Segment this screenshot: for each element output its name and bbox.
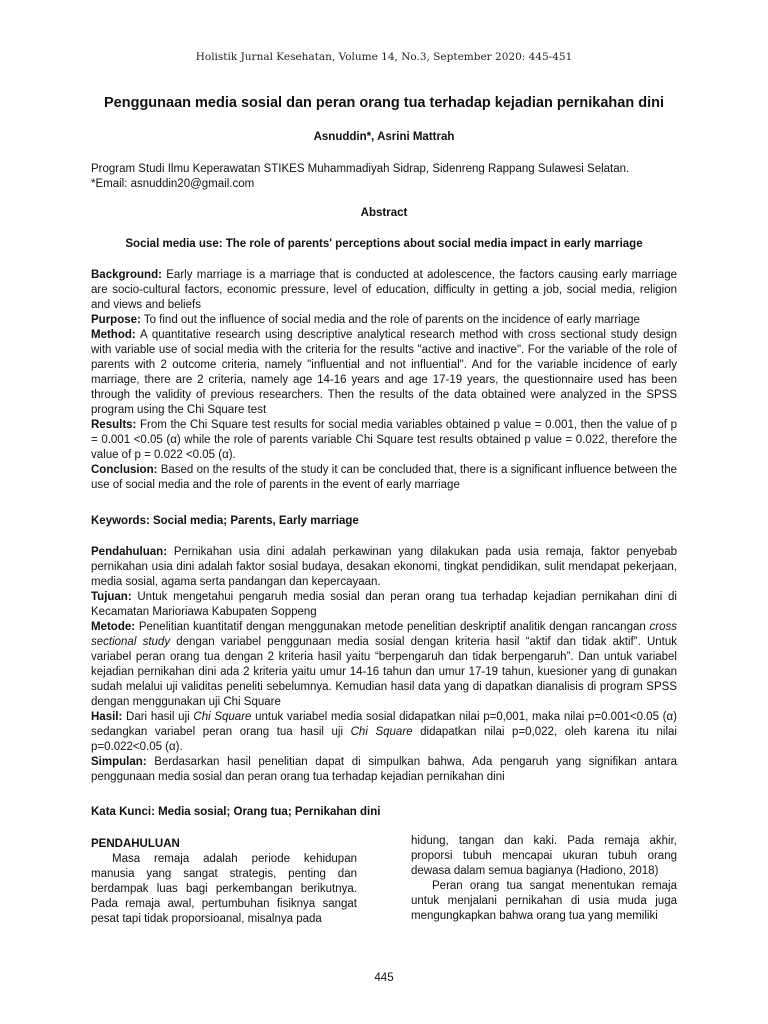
- abstract-results: [91, 418, 677, 463]
- abstract-heading: Abstract: [360, 207, 408, 219]
- simpulan-label: Simpulan:: [91, 756, 147, 768]
- author-email: *Email: asnuddin20@gmail.com: [91, 178, 255, 190]
- pendahuluan-label: Pendahuluan:: [91, 546, 168, 558]
- abstrak-simpulan: [91, 755, 677, 785]
- background-text: Early marriage is a marriage that is conducted at adolescence, the factors causing early marriage are socio-cultural factors, economic pressure, level of education, difficulty in getting a job, social media, religion and views and beliefs: [91, 269, 677, 311]
- pendahuluan-text: Pernikahan usia dini adalah perkawinan yang dilakukan pada usia remaja, faktor penyebab pernikahan usia dini adalah faktor sosial budaya, desakan ekonomi, tingkat pendidikan, sulit mendapat pekerjaan, media sosial, agama serta pandangan dan kepercayaan.: [91, 546, 677, 588]
- purpose-text: To find out the influence of social media and the role of parents on the incidence of early marriage: [140, 314, 640, 326]
- article-authors: Asnuddin*, Asrini Mattrah: [313, 131, 455, 143]
- journal-header: Holistik Jurnal Kesehatan, Volume 14, No.3, September 2020: 445-451: [195, 51, 573, 63]
- metode-text-b: dengan variabel penggunaan media sosial dengan kriteria hasil “aktif dan tidak aktif”. Untuk variabel peran orang tua dengan 2 kriteria hasil yaitu “berpengaruh dan tidak berpengaruh”. Dan untuk variabel kejadian pernikahan dini ada 2 kriteria yaitu umur 14-16 tahun dan umur 17-19 tahun, kuesioner yang di gunakan sudah melalui uji validitas peneliti sebelumnya. Kemudian hasil data yang di dapatkan dianalisis di program SPSS dengan menggunakan uji Chi Square: [91, 636, 678, 708]
- hasil-text-a: Dari hasil uji: [122, 711, 194, 723]
- hasil-text-c: didapatkan nilai p=0,022, oleh karena itu nilai p=0.022<0.05 (α).: [91, 726, 677, 753]
- keywords-english: Keywords: Social media; Parents, Early marriage: [91, 515, 359, 527]
- article-title: Penggunaan media sosial dan peran orang tua terhadap kejadian pernikahan dini: [104, 95, 664, 111]
- hasil-italic-1: Chi Square: [193, 711, 252, 723]
- abstract-conclusion: [91, 463, 677, 493]
- body-paragraph-1: Masa remaja adalah periode kehidupan manusia yang sangat strategis, penting dan berdampak luas bagi perkembangan berikutnya. Pada remaja awal, pertumbuhan fisiknya sangat pesat tapi tidak proporsioanal, misalnya pada: [91, 853, 357, 925]
- results-text: From the Chi Square test results for social media variables obtained p value = 0.001, then the value of p = 0.001 <0.05 (α) while the role of parents variable Chi Square test results obtained p value = 0.022, therefore the value of p = 0.022 <0.05 (α).: [91, 419, 677, 461]
- affiliation-block: [91, 162, 691, 192]
- metode-label: Metode:: [91, 621, 136, 633]
- method-label: Method:: [91, 329, 136, 341]
- conclusion-label: Conclusion:: [91, 464, 158, 476]
- abstrak-hasil: [91, 710, 677, 755]
- section-heading: PENDAHULUAN: [91, 838, 180, 850]
- abstract-english-title: Social media use: The role of parents' perceptions about social media impact in early marriage: [125, 238, 643, 250]
- simpulan-text: Berdasarkan hasil penelitian dapat di simpulkan bahwa, Ada pengaruh yang signifikan antara penggunaan media sosial dan peran orang tua terhadap kejadian pernikahan dini: [91, 756, 677, 783]
- abstract-method: [91, 328, 677, 418]
- hasil-label: Hasil:: [91, 711, 123, 723]
- abstract-purpose: [91, 313, 677, 328]
- conclusion-text: Based on the results of the study it can be concluded that, there is a significant influence between the use of social media and the role of parents in the event of early marriage: [91, 464, 677, 491]
- abstract-english: [91, 268, 677, 493]
- body-paragraph-1-continued: hidung, tangan dan kaki. Pada remaja akhir, proporsi tubuh mencapai ukuran tubuh orang dewasa dalam semua bagianya (Hadiono, 2018): [411, 835, 677, 877]
- affiliation: Program Studi Ilmu Keperawatan STIKES Muhammadiyah Sidrap, Sidenreng Rappang Sulawesi Selatan.: [91, 163, 630, 175]
- tujuan-text: Untuk mengetahui pengaruh media sosial dan peran orang tua terhadap kejadian pernikahan dini di Kecamatan Marioriawa Kabupaten Soppeng: [91, 591, 677, 618]
- background-label: Background:: [91, 269, 162, 281]
- abstract-background: [91, 268, 677, 313]
- metode-italic: cross sectional study: [91, 621, 677, 648]
- results-label: Results:: [91, 419, 137, 431]
- abstrak-indonesian: [91, 545, 677, 785]
- body-column-left: [91, 837, 357, 927]
- page-number: 445: [374, 972, 394, 984]
- metode-text-a: Penelitian kuantitatif dengan menggunakan metode penelitian deskriptif analitik dengan rancangan: [135, 621, 650, 633]
- abstrak-tujuan: [91, 590, 677, 620]
- body-paragraph-2: Peran orang tua sangat menentukan remaja untuk menjalani pernikahan di usia muda juga mengungkapkan bahwa orang tua yang memiliki: [411, 880, 677, 922]
- abstrak-metode: [91, 620, 677, 710]
- method-text: A quantitative research using descriptive analytical research method with cross sectional study design with variable use of social media with the criteria for the results "active and inactive". For the variable of the role of parents with 2 outcome criteria, namely "influential and not influential". And for the variable incidence of early marriage, there are 2 criteria, namely age 14-16 years and age 17-19 years, the questionnaire used has been through the validity of previous researchers. Then the results of the data obtained were analyzed in the SPSS program using the Chi Square test: [91, 329, 677, 416]
- body-column-right: [411, 834, 677, 924]
- abstrak-pendahuluan: [91, 545, 677, 590]
- tujuan-label: Tujuan:: [91, 591, 132, 603]
- hasil-italic-2: Chi Square: [350, 726, 413, 738]
- hasil-text-b: untuk variabel media sosial didapatkan nilai p=0,001, maka nilai p=0.001<0.05 (α) sedangkan variabel peran orang tua hasil uji: [91, 711, 677, 738]
- purpose-label: Purpose:: [91, 314, 141, 326]
- kata-kunci: Kata Kunci: Media sosial; Orang tua; Pernikahan dini: [91, 806, 381, 818]
